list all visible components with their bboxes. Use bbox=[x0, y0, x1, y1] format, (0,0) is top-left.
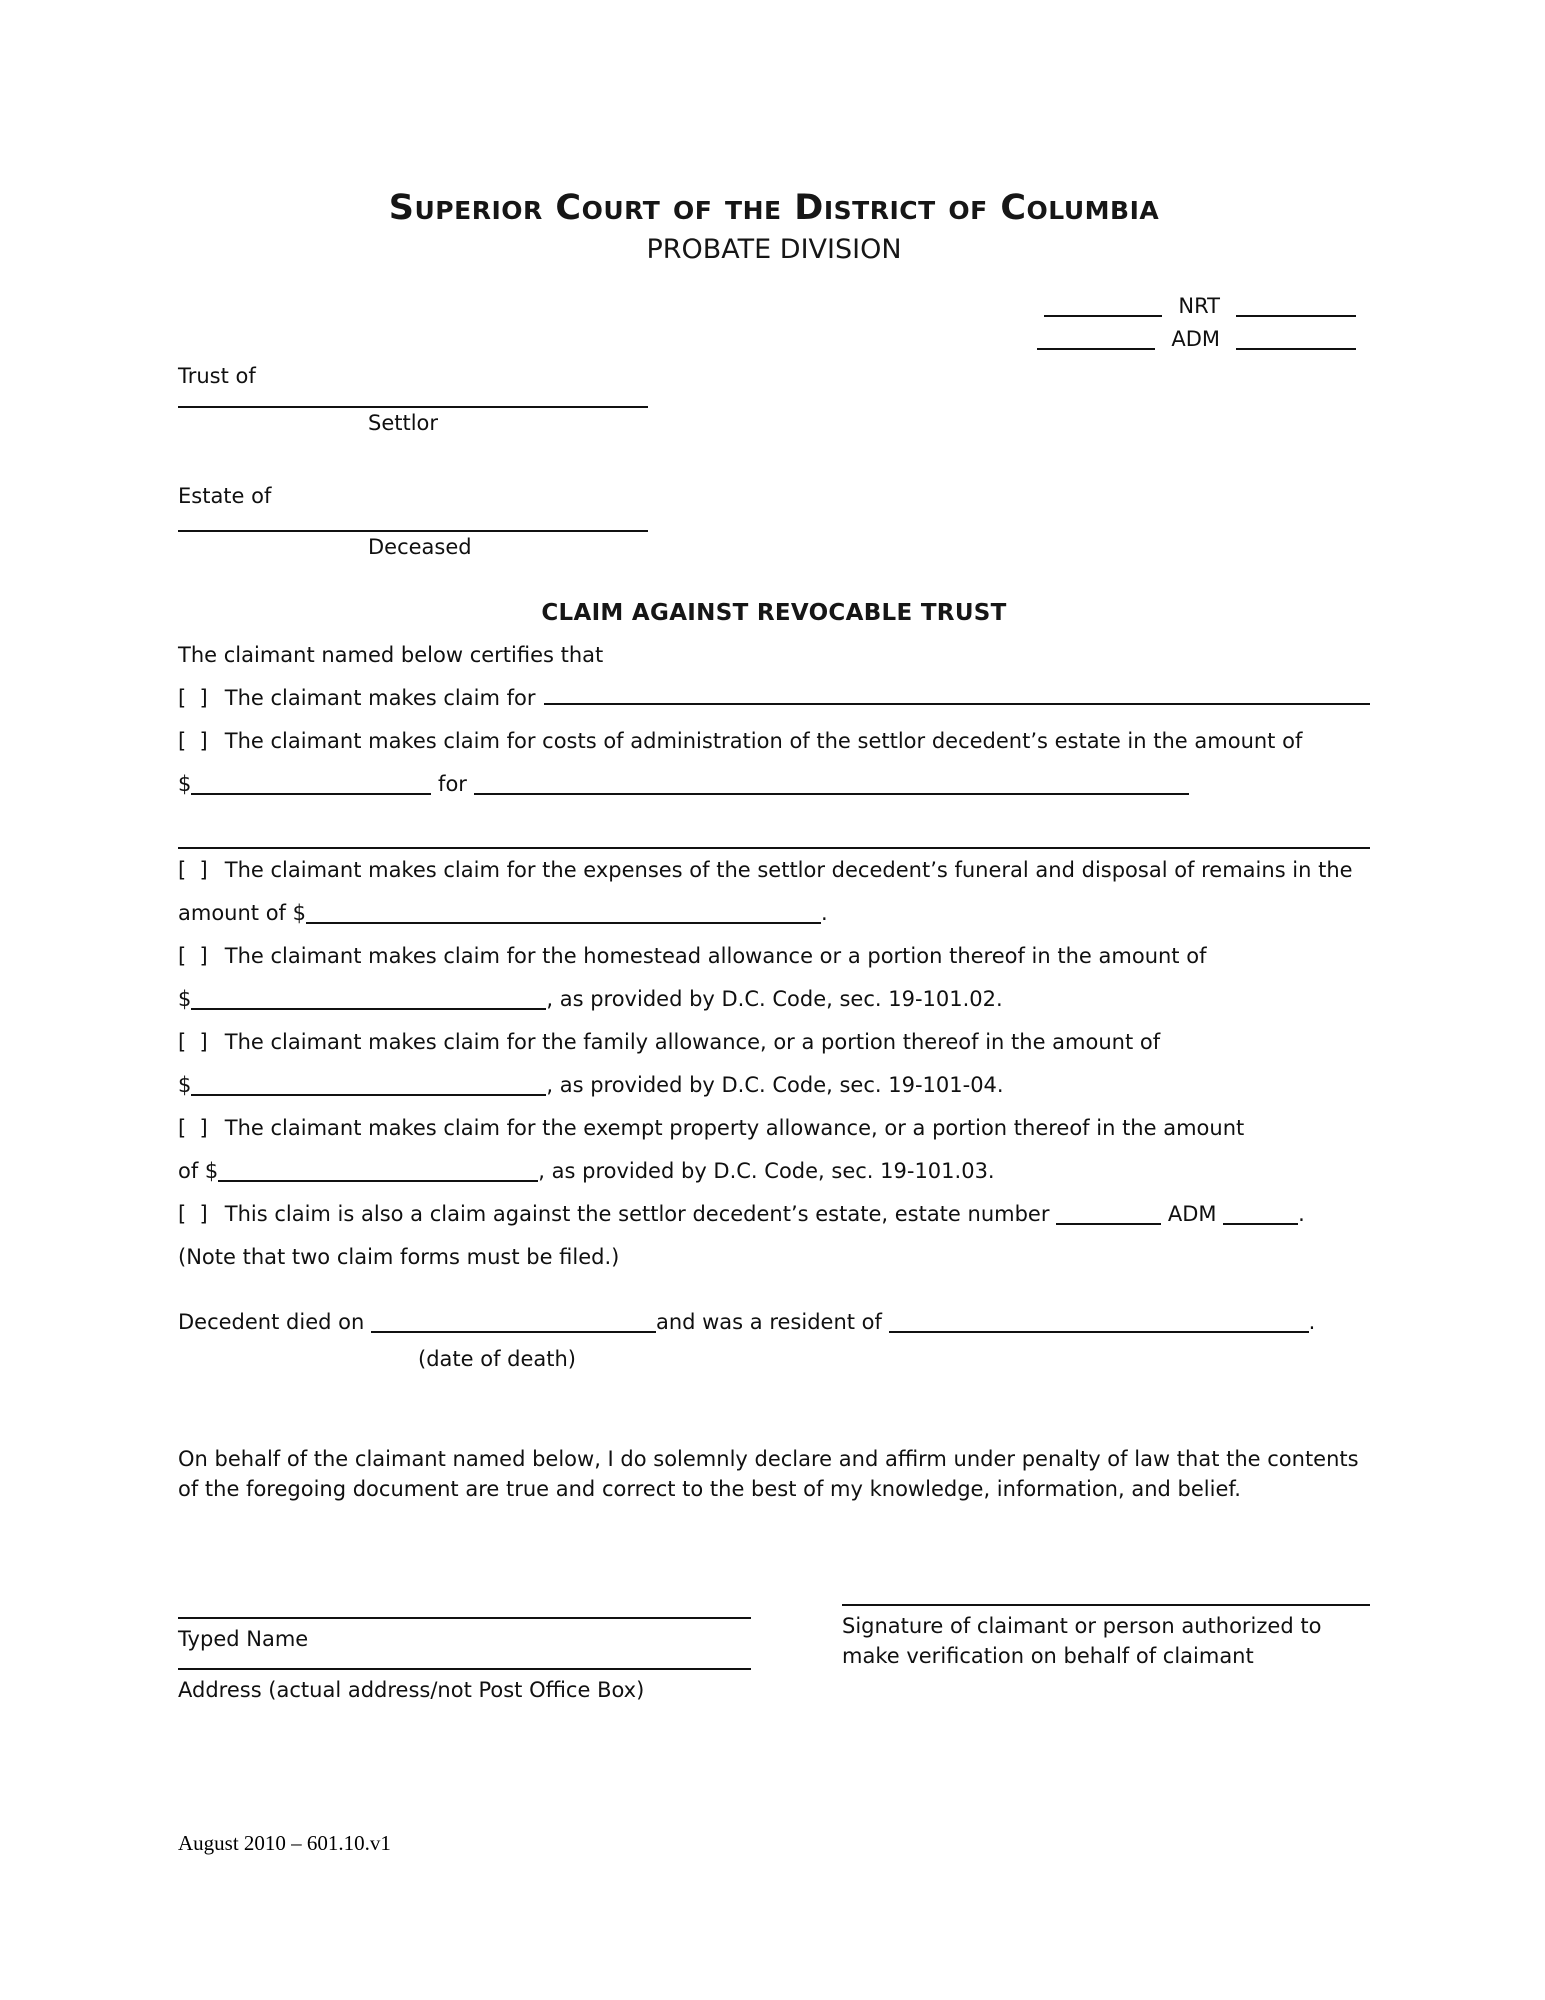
claim-text: , as provided by D.C. Code, sec. 19-101.03. bbox=[538, 1159, 995, 1183]
claim-checkbox[interactable]: [ ] bbox=[178, 858, 208, 882]
claim-text: , as provided by D.C. Code, sec. 19-101-04. bbox=[546, 1073, 1004, 1097]
claim-text: . bbox=[821, 901, 828, 925]
adm-number-blank[interactable] bbox=[1236, 336, 1356, 350]
claim-text: for bbox=[431, 772, 474, 796]
homestead-amount-blank[interactable] bbox=[191, 996, 546, 1010]
caption-block bbox=[178, 358, 1370, 562]
signature-left-column bbox=[178, 1604, 751, 1705]
claim-row-homestead bbox=[178, 935, 1370, 1021]
settlor-caption: Settlor bbox=[368, 411, 439, 435]
claims-section bbox=[178, 634, 1370, 1279]
currency-symbol: $ bbox=[178, 772, 192, 796]
claim-checkbox[interactable]: [ ] bbox=[178, 686, 208, 710]
signature-right-column bbox=[842, 1604, 1370, 1705]
adm-suffix-blank[interactable] bbox=[1223, 1211, 1298, 1225]
nrt-number-blank[interactable] bbox=[1236, 303, 1356, 317]
claim-text: ADM bbox=[1161, 1202, 1224, 1226]
claim-general-blank[interactable] bbox=[544, 691, 1370, 705]
decedent-text: and was a resident of bbox=[655, 1310, 889, 1334]
claim-checkbox[interactable]: [ ] bbox=[178, 729, 208, 753]
claim-row-funeral bbox=[178, 849, 1370, 935]
division-subtitle: PROBATE DIVISION bbox=[646, 234, 902, 265]
deceased-name-blank[interactable] bbox=[178, 514, 648, 532]
case-number-block bbox=[1037, 290, 1356, 356]
adm-row bbox=[1037, 323, 1356, 356]
currency-symbol: of $ bbox=[178, 1159, 219, 1183]
typed-name-label: Typed Name bbox=[178, 1627, 309, 1651]
costs-description-blank-line2[interactable] bbox=[178, 806, 1370, 849]
estate-of-label: Estate of bbox=[178, 484, 272, 508]
claim-row-general bbox=[178, 677, 1370, 720]
nrt-prefix-blank[interactable] bbox=[1044, 303, 1162, 317]
form-version-footer: August 2010 – 601.10.v1 bbox=[178, 1831, 391, 1855]
adm-prefix-blank[interactable] bbox=[1037, 336, 1155, 350]
date-of-death-caption: (date of death) bbox=[418, 1347, 576, 1371]
claim-text: This claim is also a claim against the settlor decedent’s estate, estate number bbox=[224, 1202, 1057, 1226]
estate-number-blank[interactable] bbox=[1056, 1211, 1161, 1225]
claim-checkbox[interactable]: [ ] bbox=[178, 944, 208, 968]
date-of-death-blank[interactable] bbox=[371, 1319, 656, 1333]
costs-amount-blank[interactable] bbox=[191, 781, 431, 795]
claim-checkbox[interactable]: [ ] bbox=[178, 1116, 208, 1140]
form-title: CLAIM AGAINST REVOCABLE TRUST bbox=[541, 600, 1007, 626]
claim-text: The claimant makes claim for the expenses of the settlor decedent’s funeral and disposal of remains in the amount of bbox=[178, 858, 1353, 925]
family-amount-blank[interactable] bbox=[191, 1082, 546, 1096]
exempt-amount-blank[interactable] bbox=[218, 1168, 538, 1182]
claim-text: The claimant makes claim for the exempt property allowance, or a portion thereof in the amount bbox=[224, 1116, 1245, 1140]
nrt-row bbox=[1037, 290, 1356, 323]
claim-row-estate-claim bbox=[178, 1193, 1370, 1279]
settlor-name-blank[interactable] bbox=[178, 394, 648, 408]
claim-text: , as provided by D.C. Code, sec. 19-101.02. bbox=[546, 987, 1003, 1011]
address-line[interactable] bbox=[178, 1668, 751, 1670]
currency-symbol: $ bbox=[178, 1073, 192, 1097]
decedent-text: Decedent died on bbox=[178, 1310, 371, 1334]
funeral-amount-blank[interactable] bbox=[306, 910, 821, 924]
certification-intro: The claimant named below certifies that bbox=[178, 643, 604, 667]
decedent-line bbox=[178, 1301, 1370, 1344]
court-title: Superior Court of the District of Columbia bbox=[388, 188, 1160, 228]
typed-name-line[interactable] bbox=[178, 1617, 751, 1619]
claim-text: The claimant makes claim for bbox=[224, 686, 536, 710]
claim-text: The claimant makes claim for costs of administration of the settlor decedent’s estate in the amount of bbox=[224, 729, 1303, 753]
claim-row-exempt bbox=[178, 1107, 1370, 1193]
currency-symbol: $ bbox=[178, 987, 192, 1011]
deceased-caption: Deceased bbox=[368, 535, 472, 559]
residence-blank[interactable] bbox=[889, 1319, 1309, 1333]
claim-checkbox[interactable]: [ ] bbox=[178, 1202, 208, 1226]
signature-caption: Signature of claimant or person authorized to make verification on behalf of claimant bbox=[842, 1614, 1322, 1668]
currency-symbol: $ bbox=[292, 901, 306, 925]
address-label: Address (actual address/not Post Office Box) bbox=[178, 1678, 645, 1702]
adm-label: ADM bbox=[1171, 327, 1220, 351]
claim-text: . (Note that two claim forms must be filed.) bbox=[178, 1202, 1312, 1269]
claim-text: The claimant makes claim for the family allowance, or a portion thereof in the amount of bbox=[224, 1030, 1161, 1054]
signature-section bbox=[178, 1604, 1370, 1705]
claim-checkbox[interactable]: [ ] bbox=[178, 1030, 208, 1054]
claim-row-family bbox=[178, 1021, 1370, 1107]
trust-of-label: Trust of bbox=[178, 364, 256, 388]
decedent-text: . bbox=[1308, 1310, 1316, 1334]
costs-description-blank[interactable] bbox=[474, 781, 1189, 795]
claim-row-costs bbox=[178, 720, 1370, 806]
claim-text: The claimant makes claim for the homestead allowance or a portion thereof in the amount of bbox=[224, 944, 1207, 968]
signature-line[interactable] bbox=[842, 1604, 1370, 1606]
declaration-paragraph: On behalf of the claimant named below, I do solemnly declare and affirm under penalty of law that the contents of the foregoing document are true and correct to the best of my knowledge, information, and belief. bbox=[178, 1447, 1359, 1501]
nrt-label: NRT bbox=[1178, 294, 1220, 318]
